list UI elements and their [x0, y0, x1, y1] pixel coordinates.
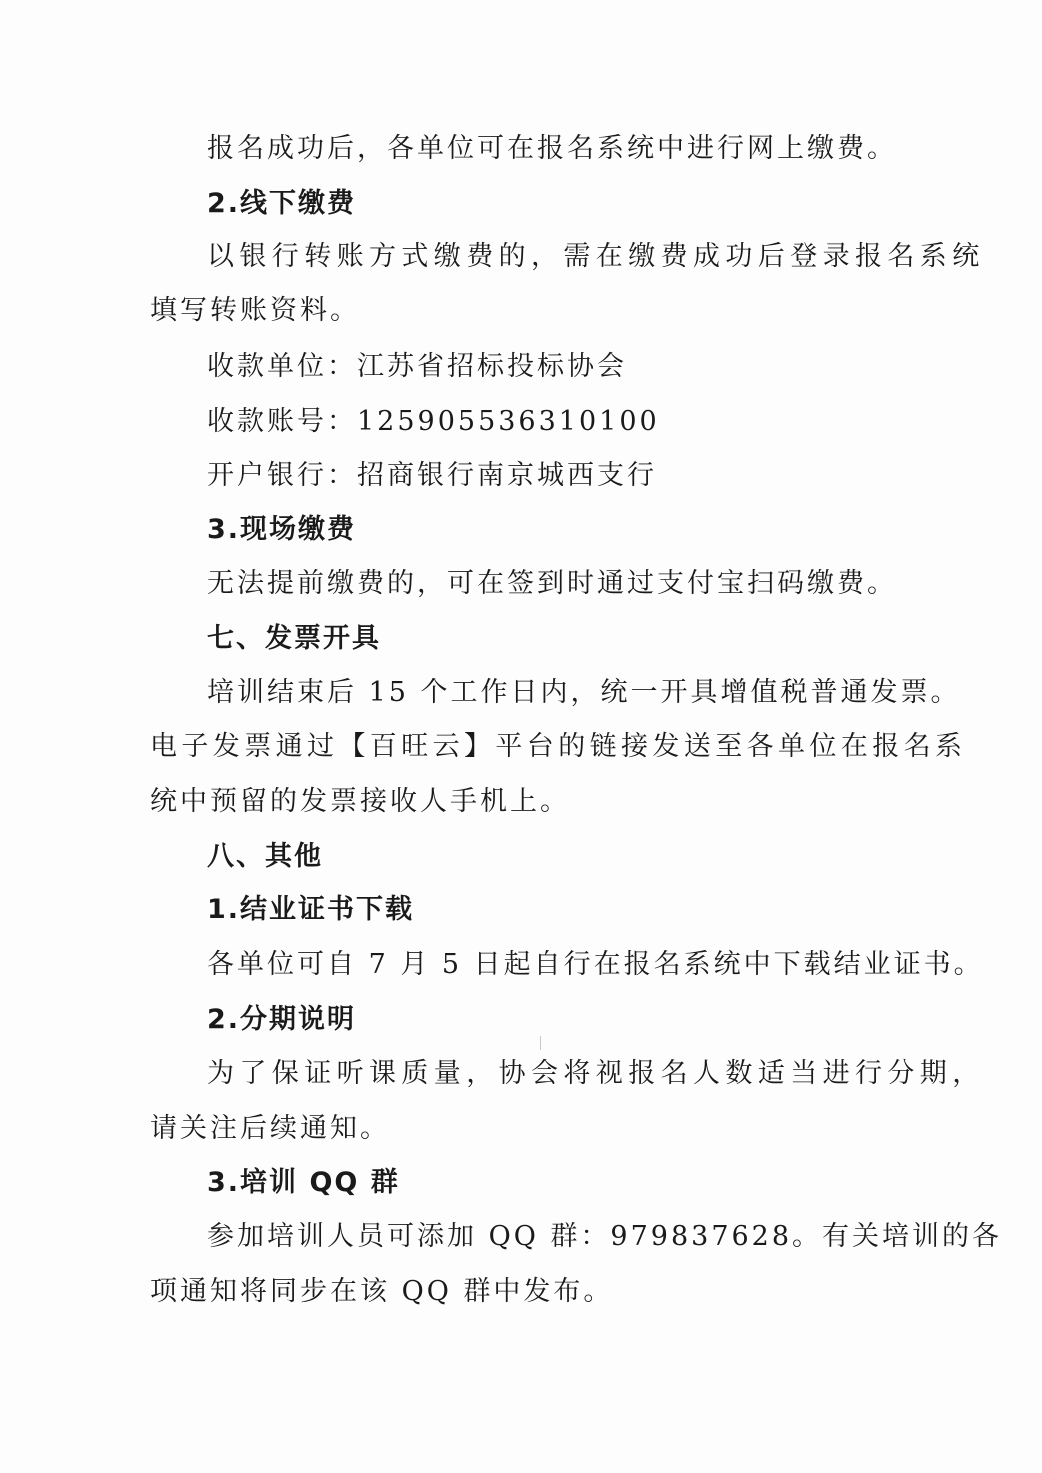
- paragraph-session-split: 为了保证听课质量，协会将视报名人数适当进行分期，: [207, 1058, 985, 1089]
- paragraph-certificate-download: 各单位可自 7 月 5 日起自行在报名系统中下载结业证书。: [207, 949, 984, 980]
- heading-onsite-payment: 3.现场缴费: [207, 514, 357, 545]
- scan-artifact: [540, 1036, 541, 1050]
- paragraph-session-split-cont: 请关注后续通知。: [150, 1113, 390, 1144]
- paragraph-onsite-payment: 无法提前缴费的，可在签到时通过支付宝扫码缴费。: [207, 568, 897, 599]
- heading-invoice: 七、发票开具: [207, 623, 381, 654]
- paragraph-qq-group-cont: 项通知将同步在该 QQ 群中发布。: [150, 1276, 614, 1307]
- paragraph-online-payment: 报名成功后，各单位可在报名系统中进行网上缴费。: [207, 133, 897, 164]
- heading-session-split: 2.分期说明: [207, 1004, 357, 1035]
- paragraph-invoice-issue: 培训结束后 15 个工作日内，统一开具增值税普通发票。: [207, 677, 961, 708]
- heading-offline-payment: 2.线下缴费: [207, 188, 357, 219]
- heading-qq-group: 3.培训 QQ 群: [207, 1167, 400, 1198]
- heading-certificate-download: 1.结业证书下载: [207, 894, 415, 925]
- heading-other: 八、其他: [207, 841, 323, 872]
- payee-account: 收款账号：125905536310100: [207, 406, 660, 437]
- paragraph-e-invoice: 电子发票通过【百旺云】平台的链接发送至各单位在报名系: [150, 731, 967, 762]
- paragraph-qq-group: 参加培训人员可添加 QQ 群：979837628。有关培训的各: [207, 1221, 1003, 1252]
- paragraph-bank-transfer-cont: 填写转账资料。: [150, 295, 360, 326]
- paragraph-bank-transfer: 以银行转账方式缴费的，需在缴费成功后登录报名系统: [207, 241, 985, 272]
- paragraph-e-invoice-cont: 统中预留的发票接收人手机上。: [150, 786, 570, 817]
- payee-bank: 开户银行：招商银行南京城西支行: [207, 460, 657, 491]
- payee-unit: 收款单位：江苏省招标投标协会: [207, 351, 627, 382]
